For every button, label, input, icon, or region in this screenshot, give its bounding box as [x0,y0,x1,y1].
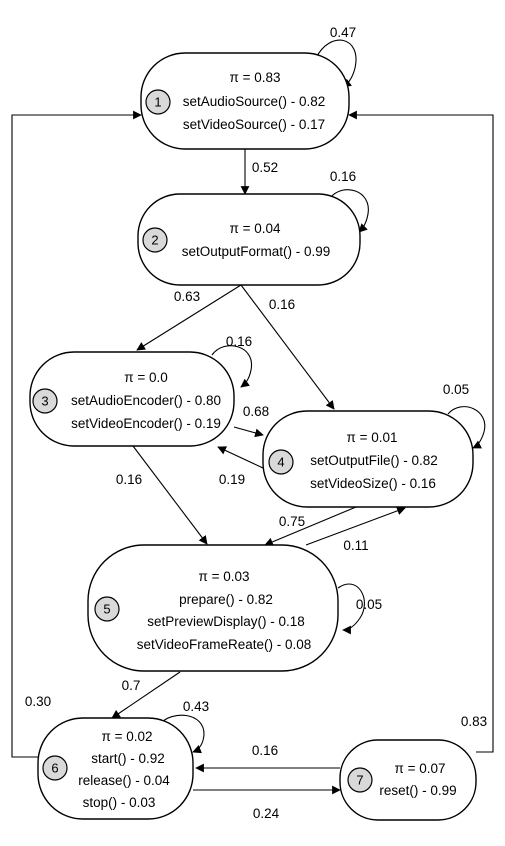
edge-label: 0.16 [225,334,253,349]
state-node-1 [141,53,349,149]
edge-label: 0.11 [343,538,369,553]
stationary-probability: π = 0.02 [101,729,153,744]
method-probability: release() - 0.04 [78,773,170,788]
edge-label: 0.24 [252,806,280,821]
state-number: 7 [356,772,364,788]
state-number: 2 [151,232,159,248]
state-number: 5 [103,601,111,617]
edge-label: 0.7 [121,678,141,693]
method-probability: stop() - 0.03 [82,795,156,810]
stationary-probability: π = 0.07 [394,761,446,776]
edge-label: 0.16 [251,743,279,758]
stationary-probability: π = 0.0 [124,370,168,385]
edge-label: 0.16 [268,297,296,312]
method-probability: setOutputFormat() - 0.99 [181,244,331,259]
state-node-5 [88,545,338,671]
method-probability: setAudioEncoder() - 0.80 [70,393,222,408]
method-probability: setVideoSource() - 0.17 [182,117,326,132]
edge-label: 0.05 [355,597,383,612]
state-number: 1 [154,94,162,110]
method-probability: setVideoEncoder() - 0.19 [71,416,221,431]
edge-label: 0.19 [218,472,246,487]
edge-label: 0.16 [329,169,357,184]
state-node-6 [38,718,193,819]
method-probability: setVideoSize() - 0.16 [310,476,436,491]
edge-label: 0.83 [460,714,488,729]
state-box [88,545,338,671]
method-probability: setOutputFile() - 0.82 [310,453,438,468]
method-probability: prepare() - 0.82 [179,592,273,607]
state-number: 6 [51,760,59,776]
method-probability: reset() - 0.99 [379,783,457,798]
edge-4-3 [218,447,263,468]
edge-label: 0.05 [442,382,470,397]
method-probability: setVideoFrameReate() - 0.08 [136,637,312,652]
method-probability: setPreviewDisplay() - 0.18 [147,614,305,629]
method-probability: start() - 0.92 [91,751,165,766]
edge-label: 0.52 [251,160,279,175]
edge-label: 0.68 [242,404,270,419]
stationary-probability: π = 0.03 [198,569,250,584]
edge-label: 0.30 [24,694,52,709]
edge-3-5 [133,446,207,544]
stationary-probability: π = 0.04 [229,221,281,236]
state-node-3 [30,352,234,446]
stationary-probability: π = 0.83 [229,70,281,85]
state-node-4 [263,411,473,507]
state-number: 4 [277,454,285,470]
edge-label: 0.75 [278,514,306,529]
edge-label: 0.47 [329,25,357,40]
edge-label: 0.43 [182,699,210,714]
method-probability: setAudioSource() - 0.82 [182,94,326,109]
edge-label: 0.16 [115,472,143,487]
state-node-7 [340,740,476,820]
edge-label: 0.63 [173,289,201,304]
stationary-probability: π = 0.01 [346,430,398,445]
state-box [138,194,360,285]
state-number: 3 [41,393,49,409]
edge-3-4 [234,427,263,435]
state-node-2 [138,194,360,285]
